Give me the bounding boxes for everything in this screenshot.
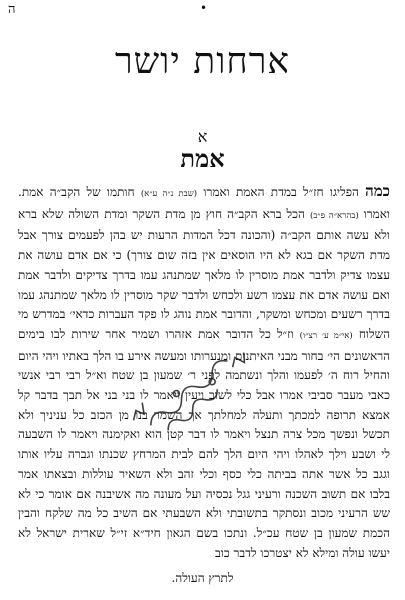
book-title: ארחות יושר <box>114 41 291 82</box>
top-mark: • <box>200 1 208 15</box>
chapter-title: אמת <box>180 144 225 173</box>
body-text-segment: חותמו של הקב״ה אמת. ואמרו <box>18 185 391 221</box>
source-reference: (שבת נ״ה ע״א) <box>140 189 198 199</box>
closing-line: לתרץ העולה. <box>171 571 234 585</box>
body-text-segment: הכל ברא הקב״ה חוץ מן מדת השקר ומדת השולה שלא ברא ולא עשה אותם הקב״ה (והכונה דכל המדות הרעות יש בהן לפעמים צורך אבל מדת השקר אם בגא לא היו הוסאים אין בזה שום צורך) כי אם אדם עושה את עצמו צדיק ולדבר אמת מוסרין לו מלאך שמתנהג עמו בדרך צדיקים ולדבר אמת ואם עושה אדם את עצמו רשע ולכחש ולדבר שקר מוסרין לו מלאך שמתנהג עמו בדרך רשעים ומכחש ומשקר, והדובר אמת נוהג לו פקד העברות כדאי׳ במדרש מי השלוח <box>18 206 390 341</box>
opening-word: כמה <box>365 182 391 200</box>
page-number: ה <box>8 2 16 17</box>
chapter-body <box>18 182 390 563</box>
source-reference: (אי״מ ע׳ רצ״ו) <box>299 330 353 341</box>
body-text-segment: הפליגו חז״ל במדת האמת ואמרו <box>197 185 366 199</box>
source-reference: (בהרא״ה פ״ב) <box>309 210 359 221</box>
chapter-number: א <box>197 127 208 146</box>
body-text-segment: וז״ל כל הדובר אמת אזהרו ושמיר אחר שירות לבו בימים הראשונים הי׳ בחור מבני האיתנים ומנערותו ומעשה אירע בו הלך באתיו ויהי היום והחיל רוח ה׳ לפעמו והלך ונשתמה לפני ר׳ שמעון בן שטח וא״ל רבי רבי אנשי כאבי מעבר סביבי אמרו אבל כלי לשוב ויעין ויאמר לו בני בני אל תבך בדבר קל אמצא תרופה למכתך ותעלה למחלתך אך השמר בנו מן הכזב כל עניניך ולא תכשל ונפשך מכל צרה תנצל ויאמר לו דבר קטן הוא ואקימנה ויאמר לו השבעה לי ושבע וילך לאהלו ויהי היום הלך להם לבית המרחץ שכנתו וגברה עליו אותו וגגב כל אשר אתה בביתה כלי כסף וכלי זהב ולא השאיר עוללות ובצאתו אמר בלבו אם תשוב השכנה ורעיני גגל נכסיה ועל מעונה מה אשיבנה אם אומר כי לא שש הרעיני מכוב ונסתקר בתשובתי ולא השבעתי אם השיב כל מה שלקח והבין הכמת שמעון בן שטח עכ״ל. ונתכו בשם הגאון חיד״א זי״ל שארית ישראל לא יעשו עולה ומילא לא יצטרכו לדבר כוב <box>18 326 390 560</box>
